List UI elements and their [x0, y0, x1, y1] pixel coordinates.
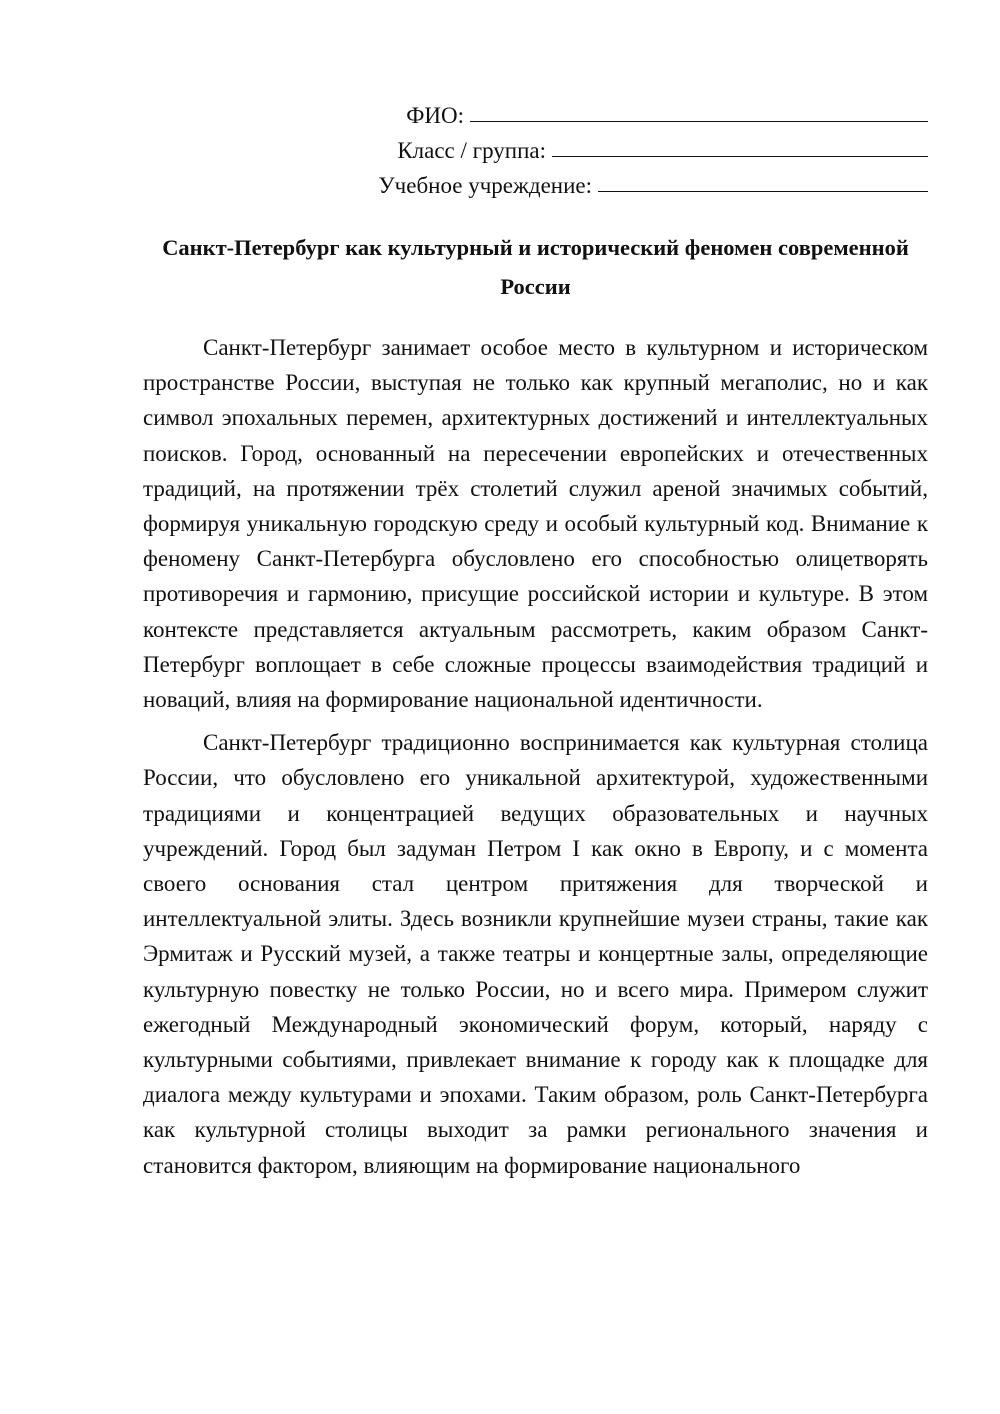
fio-label: ФИО:: [406, 103, 464, 128]
student-info-fields: [143, 94, 928, 199]
fio-row: [143, 94, 928, 129]
institution-label: Учебное учреждение:: [378, 173, 592, 198]
fio-blank-line[interactable]: [470, 120, 928, 122]
document-body: [143, 330, 928, 1191]
institution-blank-line[interactable]: [598, 190, 928, 192]
paragraph-1: Санкт-Петербург занимает особое место в культурном и историческом пространстве России, выступая не только как крупный мегаполис, но и как символ эпохальных перемен, архитектурных достижений и интеллектуальных поисков. Город, основанный на пересечении европейских и отечественных традиций, на протяжении трёх столетий служил ареной значимых событий, формируя уникальную городскую среду и особый культурный код. Внимание к феномену Санкт-Петербурга обусловлено его способностью олицетворять противоречия и гармонию, присущие российской истории и культуре. В этом контексте представляется актуальным рассмотреть, каким образом Санкт-Петербург воплощает в себе сложные процессы взаимодействия традиций и новаций, влияя на формирование национальной идентичности.: [143, 335, 928, 713]
class-label: Класс / группа:: [397, 138, 546, 163]
document-title: Санкт-Петербург как культурный и исторический феномен современной России: [162, 235, 909, 299]
institution-row: [143, 164, 928, 199]
paragraph-2: Санкт-Петербург традиционно воспринимается как культурная столица России, что обусловлено его уникальной архитектурой, художественными традициями и концентрацией ведущих образовательных и научных учреждений. Город был задуман Петром I как окно в Европу, и с момента своего основания стал центром притяжения для творческой и интеллектуальной элиты. Здесь возникли крупнейшие музеи страны, такие как Эрмитаж и Русский музей, а также театры и концертные залы, определяющие культурную повестку не только России, но и всего мира. Примером служит ежегодный Международный экономический форум, который, наряду с культурными событиями, привлекает внимание к городу как к площадке для диалога между культурами и эпохами. Таким образом, роль Санкт-Петербурга как культурной столицы выходит за рамки регионального значения и становится фактором, влияющим на формирование национального: [143, 730, 928, 1178]
class-blank-line[interactable]: [552, 155, 928, 157]
class-row: [143, 129, 928, 164]
